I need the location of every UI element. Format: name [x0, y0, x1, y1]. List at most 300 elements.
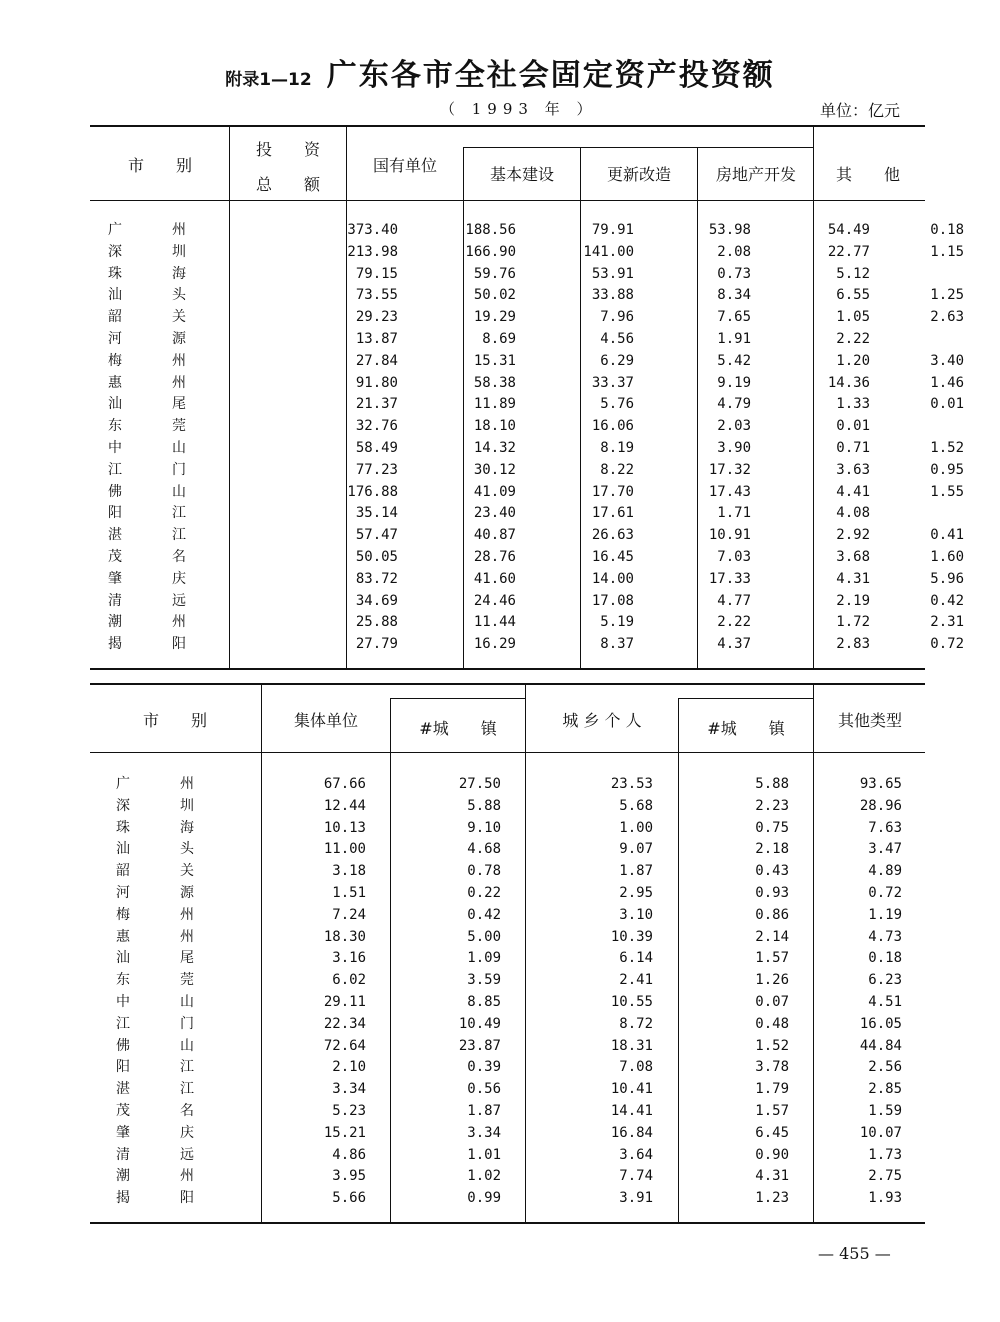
cell-other — [870, 264, 964, 286]
city-name: 湛 江 — [116, 1081, 194, 1098]
cell-collective: 22.34 — [323, 1015, 366, 1032]
cell-basic: 141.00 — [583, 243, 634, 260]
cell-other: 2.75 — [868, 1168, 902, 1185]
table-row — [108, 416, 964, 438]
city-name: 潮 州 — [116, 1168, 194, 1185]
table-row — [116, 839, 902, 861]
city-name: 东 莞 — [108, 418, 186, 435]
cell-individual: 2.95 — [619, 884, 653, 901]
table-row — [108, 460, 964, 482]
cell-collective: 5.66 — [332, 1190, 366, 1207]
cell-total: 58.49 — [355, 439, 398, 456]
cell-ind_town: 0.07 — [755, 993, 789, 1010]
cell-renewal: 1.71 — [717, 505, 751, 522]
cell-total: 29.23 — [355, 309, 398, 326]
cell-coll_town: 23.87 — [458, 1037, 501, 1054]
cell-individual: 10.55 — [610, 993, 653, 1010]
cell-state: 166.90 — [465, 243, 516, 260]
cell-coll_town: 5.88 — [467, 797, 501, 814]
cell-coll_town: 1.09 — [467, 950, 501, 967]
cell-other: 2.56 — [868, 1059, 902, 1076]
cell-realestate: 3.68 — [836, 548, 870, 565]
cell-ind_town: 0.93 — [755, 884, 789, 901]
table-row — [116, 905, 902, 927]
city-name: 揭 阳 — [116, 1190, 194, 1207]
table1-top-rule — [90, 125, 925, 127]
cell-ind_town: 4.31 — [755, 1168, 789, 1185]
cell-other: 4.51 — [868, 993, 902, 1010]
cell-state: 30.12 — [473, 461, 516, 478]
city-name: 湛 江 — [108, 527, 186, 544]
cell-individual: 6.14 — [619, 950, 653, 967]
cell-coll_town: 8.85 — [467, 993, 501, 1010]
cell-other: 3.40 — [930, 352, 964, 369]
cell-state: 18.10 — [473, 418, 516, 435]
cell-individual: 9.07 — [619, 841, 653, 858]
city-name: 韶 关 — [108, 309, 186, 326]
cell-realestate: 1.05 — [836, 309, 870, 326]
table2-top-rule — [90, 683, 925, 685]
cell-coll_town: 9.10 — [467, 819, 501, 836]
t2-header-city: 市 别 — [142, 711, 207, 730]
cell-other: 10.07 — [859, 1124, 902, 1141]
cell-realestate: 54.49 — [827, 222, 870, 238]
cell-other: 1.25 — [930, 287, 964, 304]
cell-individual: 1.87 — [619, 863, 653, 880]
cell-coll_town: 0.42 — [467, 906, 501, 923]
cell-renewal: 17.33 — [708, 570, 751, 587]
cell-state: 11.44 — [473, 614, 516, 631]
cell-renewal: 0.73 — [717, 265, 751, 282]
cell-collective: 5.23 — [332, 1102, 366, 1119]
cell-collective: 2.10 — [332, 1059, 366, 1076]
cell-individual: 16.84 — [610, 1124, 653, 1141]
city-name: 佛 山 — [116, 1037, 194, 1054]
cell-ind_town: 2.14 — [755, 928, 789, 945]
table-row — [108, 569, 964, 591]
table-row — [108, 634, 964, 656]
table-row — [108, 547, 964, 569]
t1-header-renewal: 更新改造 — [606, 165, 671, 184]
cell-other: 0.18 — [930, 222, 964, 238]
cell-renewal: 7.65 — [717, 309, 751, 326]
cell-basic: 17.61 — [591, 505, 634, 522]
cell-individual: 10.39 — [610, 928, 653, 945]
cell-collective: 15.21 — [323, 1124, 366, 1141]
cell-basic: 14.00 — [591, 570, 634, 587]
t1-header-total-1: 投 资 — [255, 140, 320, 159]
cell-renewal: 17.43 — [708, 483, 751, 500]
cell-state: 8.69 — [482, 330, 516, 347]
cell-coll_town: 1.02 — [467, 1168, 501, 1185]
table-row — [116, 970, 902, 992]
cell-total: 50.05 — [355, 548, 398, 565]
city-name: 茂 名 — [116, 1102, 194, 1119]
cell-realestate: 14.36 — [827, 374, 870, 391]
city-name: 东 莞 — [116, 972, 194, 989]
table-row — [116, 992, 902, 1014]
city-name: 梅 州 — [108, 352, 186, 369]
cell-basic: 6.29 — [600, 352, 634, 369]
city-name: 深 圳 — [116, 797, 194, 814]
cell-total: 91.80 — [355, 374, 398, 391]
cell-renewal: 4.79 — [717, 396, 751, 413]
cell-state: 41.60 — [473, 570, 516, 587]
table-row — [108, 394, 964, 416]
city-name: 茂 名 — [108, 548, 186, 565]
table-row — [116, 1188, 902, 1210]
t1-header-basic: 基本建设 — [489, 165, 554, 184]
cell-collective: 11.00 — [323, 841, 366, 858]
cell-realestate: 4.31 — [836, 570, 870, 587]
t1-header-total-2: 总 额 — [255, 175, 320, 194]
cell-state: 14.32 — [473, 439, 516, 456]
table1-subheader-rule — [463, 147, 813, 148]
cell-collective: 18.30 — [323, 928, 366, 945]
cell-renewal: 1.91 — [717, 330, 751, 347]
table1-body — [108, 220, 964, 656]
table-row — [116, 1123, 902, 1145]
cell-ind_town: 0.48 — [755, 1015, 789, 1032]
city-name: 清 远 — [116, 1146, 194, 1163]
cell-individual: 7.08 — [619, 1059, 653, 1076]
table-row — [108, 612, 964, 634]
table1-bottom-rule — [90, 668, 925, 670]
cell-other: 3.47 — [868, 841, 902, 858]
table-row — [108, 591, 964, 613]
cell-state: 41.09 — [473, 483, 516, 500]
cell-total: 83.72 — [355, 570, 398, 587]
cell-other: 1.59 — [868, 1102, 902, 1119]
city-name: 清 远 — [108, 592, 186, 609]
cell-ind_town: 1.57 — [755, 950, 789, 967]
city-name: 汕 头 — [108, 287, 186, 304]
cell-ind_town: 1.79 — [755, 1081, 789, 1098]
table-row — [116, 818, 902, 840]
cell-realestate: 1.72 — [836, 614, 870, 631]
cell-collective: 29.11 — [323, 993, 366, 1010]
cell-collective: 3.18 — [332, 863, 366, 880]
cell-total: 13.87 — [355, 330, 398, 347]
cell-individual: 14.41 — [610, 1102, 653, 1119]
cell-ind_town: 2.23 — [755, 797, 789, 814]
cell-state: 40.87 — [473, 527, 516, 544]
cell-individual: 18.31 — [610, 1037, 653, 1054]
cell-basic: 16.45 — [591, 548, 634, 565]
city-name: 佛 山 — [108, 483, 186, 500]
cell-total: 34.69 — [355, 592, 398, 609]
cell-realestate: 4.41 — [836, 483, 870, 500]
cell-collective: 3.95 — [332, 1168, 366, 1185]
cell-basic: 8.22 — [600, 461, 634, 478]
cell-realestate: 5.12 — [836, 265, 870, 282]
cell-total: 35.14 — [355, 505, 398, 522]
cell-other: 1.15 — [930, 243, 964, 260]
cell-renewal: 8.34 — [717, 287, 751, 304]
cell-other: 1.55 — [930, 483, 964, 500]
page-number: — 455 — — [818, 1244, 891, 1263]
cell-individual: 7.74 — [619, 1168, 653, 1185]
city-name: 深 圳 — [108, 243, 186, 260]
city-name: 广 州 — [116, 776, 194, 792]
table-row — [116, 948, 902, 970]
cell-renewal: 53.98 — [708, 222, 751, 238]
cell-renewal: 2.03 — [717, 418, 751, 435]
cell-other: 0.72 — [868, 884, 902, 901]
cell-other: 0.42 — [930, 592, 964, 609]
table-row — [108, 438, 964, 460]
cell-basic: 53.91 — [591, 265, 634, 282]
cell-collective: 3.16 — [332, 950, 366, 967]
city-name: 阳 江 — [108, 505, 186, 522]
city-name: 韶 关 — [116, 863, 194, 880]
t1-header-other: 其 他 — [835, 165, 900, 184]
cell-realestate: 2.22 — [836, 330, 870, 347]
cell-collective: 3.34 — [332, 1081, 366, 1098]
table-row — [108, 307, 964, 329]
city-name: 汕 尾 — [116, 950, 194, 967]
cell-basic: 4.56 — [600, 330, 634, 347]
cell-individual: 8.72 — [619, 1015, 653, 1032]
cell-coll_town: 0.56 — [467, 1081, 501, 1098]
cell-total: 27.84 — [355, 352, 398, 369]
t2-subheader-rule-a — [390, 698, 525, 699]
cell-other: 93.65 — [859, 776, 902, 792]
city-name: 中 山 — [108, 439, 186, 456]
cell-ind_town: 1.52 — [755, 1037, 789, 1054]
city-name: 珠 海 — [116, 819, 194, 836]
page-title — [0, 50, 1000, 94]
cell-individual: 5.68 — [619, 797, 653, 814]
table-row — [108, 264, 964, 286]
city-name: 阳 江 — [116, 1059, 194, 1076]
cell-ind_town: 0.43 — [755, 863, 789, 880]
t2-header-individual-town: #城 镇 — [707, 719, 785, 738]
cell-coll_town: 3.59 — [467, 972, 501, 989]
cell-ind_town: 0.86 — [755, 906, 789, 923]
cell-realestate: 1.33 — [836, 396, 870, 413]
table-row — [108, 503, 964, 525]
cell-ind_town: 0.90 — [755, 1146, 789, 1163]
cell-total: 213.98 — [347, 243, 398, 260]
cell-individual: 1.00 — [619, 819, 653, 836]
t2-header-other-types: 其他类型 — [837, 711, 902, 730]
cell-state: 23.40 — [473, 505, 516, 522]
cell-coll_town: 1.01 — [467, 1146, 501, 1163]
cell-realestate: 2.92 — [836, 527, 870, 544]
city-name: 江 门 — [116, 1015, 194, 1032]
cell-coll_town: 0.99 — [467, 1190, 501, 1207]
cell-other: 7.63 — [868, 819, 902, 836]
city-name: 肇 庆 — [116, 1124, 194, 1141]
cell-state: 59.76 — [473, 265, 516, 282]
cell-collective: 67.66 — [323, 776, 366, 792]
city-name: 汕 头 — [116, 841, 194, 858]
year-label: （ 1993 年 ） — [440, 100, 598, 118]
cell-basic: 7.96 — [600, 309, 634, 326]
cell-collective: 6.02 — [332, 972, 366, 989]
city-name: 中 山 — [116, 993, 194, 1010]
table-row — [108, 220, 964, 242]
cell-realestate: 1.20 — [836, 352, 870, 369]
city-name: 惠 州 — [108, 374, 186, 391]
t2-header-individual: 城 乡 个 人 — [562, 711, 642, 730]
cell-total: 21.37 — [355, 396, 398, 413]
t2-subheader-rule-b — [678, 698, 813, 699]
cell-other: 1.73 — [868, 1146, 902, 1163]
cell-total: 77.23 — [355, 461, 398, 478]
cell-total: 32.76 — [355, 418, 398, 435]
cell-basic: 16.06 — [591, 418, 634, 435]
table-row — [116, 774, 902, 796]
city-name: 河 源 — [116, 884, 194, 901]
appendix-label: 附录1—12 — [225, 70, 312, 90]
cell-ind_town: 2.18 — [755, 841, 789, 858]
city-name: 潮 州 — [108, 614, 186, 631]
t1-header-realestate: 房地产开发 — [715, 165, 796, 184]
cell-ind_town: 1.26 — [755, 972, 789, 989]
cell-coll_town: 0.22 — [467, 884, 501, 901]
cell-renewal: 2.22 — [717, 614, 751, 631]
cell-other: 0.95 — [930, 461, 964, 478]
cell-other: 0.41 — [930, 527, 964, 544]
table-row — [116, 927, 902, 949]
cell-ind_town: 0.75 — [755, 819, 789, 836]
cell-other: 28.96 — [859, 797, 902, 814]
cell-other: 4.73 — [868, 928, 902, 945]
table-row — [108, 351, 964, 373]
city-name: 肇 庆 — [108, 570, 186, 587]
cell-collective: 7.24 — [332, 906, 366, 923]
cell-ind_town: 1.23 — [755, 1190, 789, 1207]
cell-total: 373.40 — [347, 222, 398, 238]
cell-total: 25.88 — [355, 614, 398, 631]
cell-renewal: 3.90 — [717, 439, 751, 456]
cell-state: 11.89 — [473, 396, 516, 413]
cell-other: 2.63 — [930, 309, 964, 326]
cell-realestate: 0.71 — [836, 439, 870, 456]
cell-renewal: 7.03 — [717, 548, 751, 565]
table-row — [116, 1057, 902, 1079]
cell-coll_town: 1.87 — [467, 1102, 501, 1119]
cell-other: 1.46 — [930, 374, 964, 391]
cell-basic: 8.19 — [600, 439, 634, 456]
city-name: 江 门 — [108, 461, 186, 478]
cell-collective: 4.86 — [332, 1146, 366, 1163]
cell-individual: 3.91 — [619, 1190, 653, 1207]
table-row — [116, 1014, 902, 1036]
cell-other: 2.31 — [930, 614, 964, 631]
table-row — [108, 329, 964, 351]
city-name: 汕 尾 — [108, 396, 186, 413]
cell-realestate: 22.77 — [827, 243, 870, 260]
cell-realestate: 4.08 — [836, 505, 870, 522]
cell-individual: 3.64 — [619, 1146, 653, 1163]
cell-realestate: 2.83 — [836, 636, 870, 653]
cell-basic: 33.37 — [591, 374, 634, 391]
cell-state: 15.31 — [473, 352, 516, 369]
cell-other: 4.89 — [868, 863, 902, 880]
cell-collective: 10.13 — [323, 819, 366, 836]
cell-realestate: 3.63 — [836, 461, 870, 478]
cell-other: 2.85 — [868, 1081, 902, 1098]
table-row — [116, 861, 902, 883]
cell-ind_town: 5.88 — [755, 776, 789, 792]
table2-body — [116, 774, 902, 1210]
cell-basic: 17.08 — [591, 592, 634, 609]
table-row — [108, 242, 964, 264]
city-name: 惠 州 — [116, 928, 194, 945]
city-name: 广 州 — [108, 222, 186, 238]
table2-header-rule — [90, 752, 925, 753]
cell-individual: 3.10 — [619, 906, 653, 923]
cell-renewal: 5.42 — [717, 352, 751, 369]
cell-state: 28.76 — [473, 548, 516, 565]
cell-total: 57.47 — [355, 527, 398, 544]
cell-ind_town: 6.45 — [755, 1124, 789, 1141]
cell-realestate: 0.01 — [836, 418, 870, 435]
unit-label: 单位：亿元 — [820, 101, 901, 120]
cell-basic: 8.37 — [600, 636, 634, 653]
cell-coll_town: 3.34 — [467, 1124, 501, 1141]
table-row — [116, 796, 902, 818]
table-row — [108, 285, 964, 307]
t2-header-collective: 集体单位 — [293, 711, 358, 730]
cell-other — [870, 416, 964, 438]
cell-renewal: 9.19 — [717, 374, 751, 391]
table-row — [116, 1101, 902, 1123]
cell-individual: 23.53 — [610, 776, 653, 792]
table-row — [116, 1036, 902, 1058]
city-name: 河 源 — [108, 330, 186, 347]
cell-collective: 12.44 — [323, 797, 366, 814]
table1-header-rule — [90, 200, 925, 201]
cell-basic: 5.19 — [600, 614, 634, 631]
table-row — [108, 482, 964, 504]
cell-coll_town: 10.49 — [458, 1015, 501, 1032]
cell-state: 16.29 — [473, 636, 516, 653]
table-row — [116, 1166, 902, 1188]
cell-coll_town: 4.68 — [467, 841, 501, 858]
cell-other: 16.05 — [859, 1015, 902, 1032]
cell-renewal: 2.08 — [717, 243, 751, 260]
cell-individual: 10.41 — [610, 1081, 653, 1098]
cell-other: 1.19 — [868, 906, 902, 923]
cell-other: 5.96 — [930, 570, 964, 587]
cell-renewal: 4.37 — [717, 636, 751, 653]
cell-other: 44.84 — [859, 1037, 902, 1054]
table-row — [116, 1145, 902, 1167]
cell-state: 24.46 — [473, 592, 516, 609]
cell-other: 0.01 — [930, 396, 964, 413]
cell-collective: 72.64 — [323, 1037, 366, 1054]
cell-collective: 1.51 — [332, 884, 366, 901]
cell-basic: 5.76 — [600, 396, 634, 413]
cell-renewal: 4.77 — [717, 592, 751, 609]
cell-coll_town: 5.00 — [467, 928, 501, 945]
cell-basic: 79.91 — [591, 222, 634, 238]
city-name: 梅 州 — [116, 906, 194, 923]
cell-ind_town: 1.57 — [755, 1102, 789, 1119]
cell-total: 79.15 — [355, 265, 398, 282]
cell-ind_town: 3.78 — [755, 1059, 789, 1076]
cell-realestate: 2.19 — [836, 592, 870, 609]
cell-total: 176.88 — [347, 483, 398, 500]
cell-basic: 17.70 — [591, 483, 634, 500]
cell-other: 1.60 — [930, 548, 964, 565]
t2-header-collective-town: #城 镇 — [419, 719, 497, 738]
cell-basic: 26.63 — [591, 527, 634, 544]
